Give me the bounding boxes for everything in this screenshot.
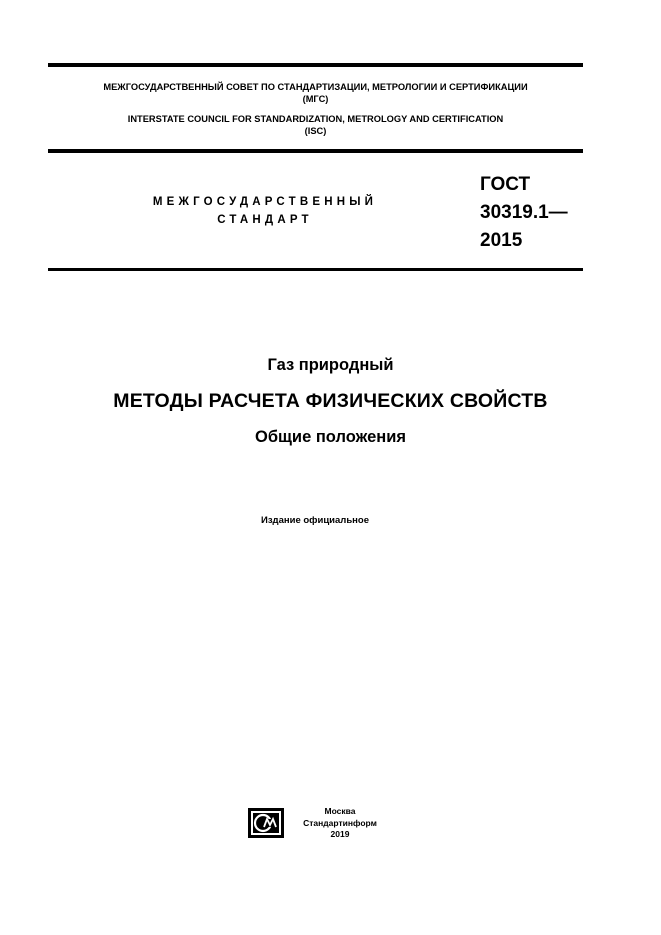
document-methods-title: МЕТОДЫ РАСЧЕТА ФИЗИЧЕСКИХ СВОЙСТВ <box>113 390 548 412</box>
top-rule <box>48 63 583 67</box>
council-ru <box>48 81 583 105</box>
standard-type-line2: СТАНДАРТ <box>217 214 313 226</box>
standartinform-logo-icon <box>248 808 284 838</box>
bottom-rule <box>48 268 583 271</box>
council-ru-abbr: (МГС) <box>302 94 329 104</box>
edition-label: Издание официальное <box>261 515 369 526</box>
publisher-city: Москва <box>324 806 356 816</box>
council-en <box>48 113 583 137</box>
gost-line1: ГОСТ <box>480 174 531 195</box>
council-ru-name: МЕЖГОСУДАРСТВЕННЫЙ СОВЕТ ПО СТАНДАРТИЗАЦИИ, МЕТРОЛОГИИ И СЕРТИФИКАЦИИ <box>103 82 528 92</box>
document-title: Газ природный <box>267 356 394 374</box>
document-subtitle: Общие положения <box>254 428 406 446</box>
gost-line2: 30319.1— <box>480 202 568 223</box>
middle-rule <box>48 149 583 153</box>
publisher-block <box>296 806 384 841</box>
council-en-name: INTERSTATE COUNCIL FOR STANDARDIZATION, METROLOGY AND CERTIFICATION <box>127 114 504 124</box>
standard-type-label <box>120 193 410 229</box>
council-en-abbr: (ISC) <box>304 126 327 136</box>
publisher-year: 2019 <box>330 829 350 839</box>
gost-line3: 2015 <box>480 230 523 251</box>
publisher-name: Стандартинформ <box>303 817 377 828</box>
standard-type-line1: МЕЖГОСУДАРСТВЕННЫЙ <box>152 196 378 208</box>
gost-designation <box>480 171 568 255</box>
